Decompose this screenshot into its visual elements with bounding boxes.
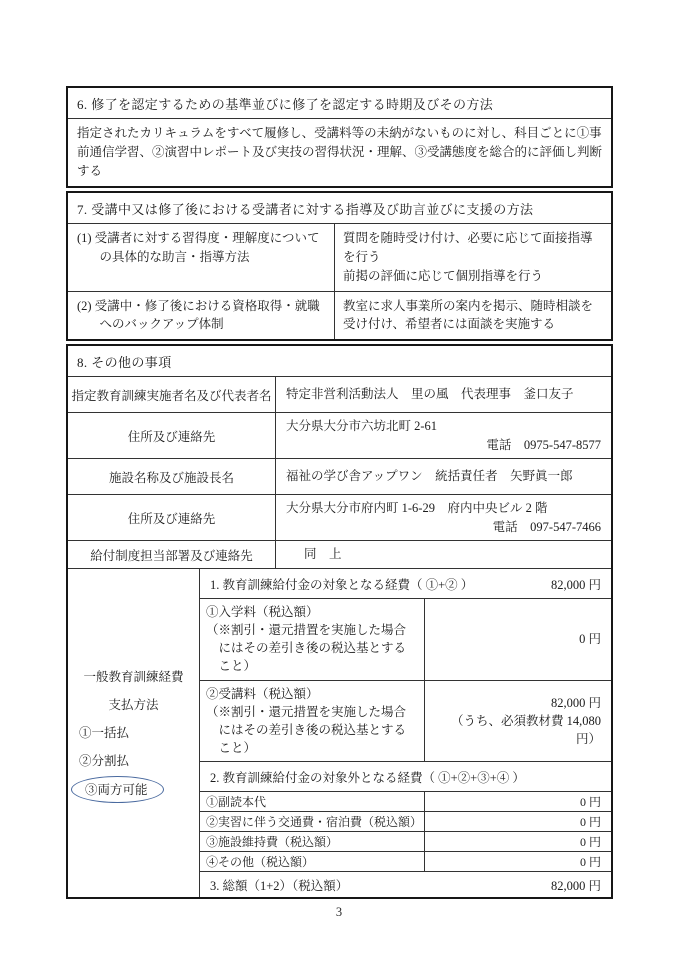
fee-item-tuition [200,680,611,762]
fee-sub-row [200,851,611,871]
payment-line: 支払方法 [108,698,159,712]
row-value [275,377,611,412]
fee-sub-label: ①副読本代 [206,795,267,809]
row-label: 住所及び連絡先 [127,511,216,526]
payment-option-1: ①一括払 [79,726,130,740]
value-line: 教室に求人事業所の案内を掲示、随時相談を受け付け、希望者には面談を実施する [343,298,594,332]
row-value [334,292,611,340]
table-row [68,223,611,290]
fee-item-note: （※割引・還元措置を実施した場合にはその差引き後の税込基とすること） [206,623,407,674]
address-line: 大分県大分市六坊北町 2-61 [286,419,438,434]
row-label: 施設名称及び施設長名 [108,470,234,485]
fee-sub-label: ④その他（税込額） [206,855,315,869]
fee-sub-amount: 0 円 [424,852,611,871]
row-label: 住所及び連絡先 [127,429,216,444]
fee-block [68,568,611,897]
value-line: 前掲の評価に応じて個別指導を行う [343,268,544,283]
page-number: 3 [335,905,343,919]
section6-body: 指定されたカリキュラムをすべて履修し、受講料等の未納がないものに対し、科目ごとに①事前通信学習、②演習中レポート及び実技の習得状況・理解、③受講態度を総合的に評価し判断する [68,118,611,186]
row-label: 給付制度担当部署及び連絡先 [90,548,253,563]
fee-item-amount-cell [424,681,611,762]
fee-amount: 82,000 円 [550,695,601,710]
fee-item-note: （※割引・還元措置を実施した場合にはその差引き後の税込基とすること） [206,704,407,755]
fee-row-not-eligible [200,761,611,791]
fee-label: 2. 教育訓練給付金の対象外となる経費（ ①+②+③+④ ） [210,770,525,785]
payment-line: 一般教育訓練経費 [83,670,184,684]
row-value [275,495,611,540]
fee-sub-amount: 0 円 [424,832,611,851]
value-line: 特定非営利活動法人 里の風 代表理事 釜口友子 [286,387,574,402]
address-line: 大分県大分市府内町 1-6-29 府内中央ビル 2 階 [286,501,548,516]
table-row [68,376,611,412]
fee-amount-note: （うち、必須教材費 14,080 円） [450,713,601,746]
value-line: 福祉の学び舎アップワン 統括責任者 矢野眞一郎 [286,469,573,484]
payment-option-3-wrap [68,779,199,799]
row-label: 指定教育訓練実施者名及び代表者名 [71,388,272,403]
fee-label: 3. 総額（1+2）（税込額） [210,878,349,893]
row-value [334,224,611,290]
fee-sub-row [200,791,611,811]
section7-table [66,191,613,341]
fee-item-entrance [200,598,611,680]
payment-option-3: ③両方可能 [85,783,148,797]
section6-title: 6. 修了を認定するための基準並びに修了を認定する時期及びその方法 [77,97,494,112]
document-page [66,86,613,902]
section6-table [66,86,613,188]
phone-line: 電話 0975-547-8577 [486,437,601,452]
table-row [68,291,611,340]
fee-item-amount-cell [424,599,611,680]
payment-option-2: ②分割払 [79,754,130,768]
fee-amount: 0 円 [579,632,601,647]
fee-item-title: ①入学料（税込額） [206,605,319,619]
phone-line: 電話 097-547-7466 [492,519,601,534]
fee-sub-amount: 0 円 [424,792,611,811]
fee-table [199,569,611,897]
fee-sub-label: ③施設維持費（税込額） [206,835,339,849]
row-value [275,413,611,458]
fee-row-grand-total [200,871,611,897]
fee-amount: 82,000 円 [550,577,601,592]
fee-label: 1. 教育訓練給付金の対象となる経費（ ①+② ） [210,577,474,592]
fee-row-eligible-total [200,569,611,598]
fee-sub-label: ②実習に伴う交通費・宿泊費（税込額） [206,815,423,829]
fee-sub-amount: 0 円 [424,812,611,831]
section8-table [66,344,613,899]
table-row [68,540,611,568]
row-value [275,541,611,568]
table-row [68,412,611,458]
fee-amount: 82,000 円 [550,878,601,893]
fee-item-label [200,681,424,762]
section7-title: 7. 受講中又は修了後における受講者に対する指導及び助言並びに支援の方法 [77,202,534,218]
fee-sub-row [200,831,611,851]
value-line: 質問を随時受け付け、必要に応じて面接指導を行う [343,231,593,264]
payment-method-cell [68,569,199,897]
row-value [275,459,611,494]
row-label: (2) 受講中・修了後における資格取得・就職へのバックアップ体制 [77,298,320,332]
table-row [68,458,611,494]
fee-item-label [200,599,424,680]
section8-title: 8. その他の事項 [77,355,172,370]
fee-sub-row [200,811,611,831]
value-line: 同 上 [304,547,342,562]
table-row [68,494,611,540]
fee-item-title: ②受講料（税込額） [206,686,319,701]
circle-annotation [71,776,164,803]
row-label: (1) 受講者に対する習得度・理解度についての具体的な助言・指導方法 [77,231,320,264]
